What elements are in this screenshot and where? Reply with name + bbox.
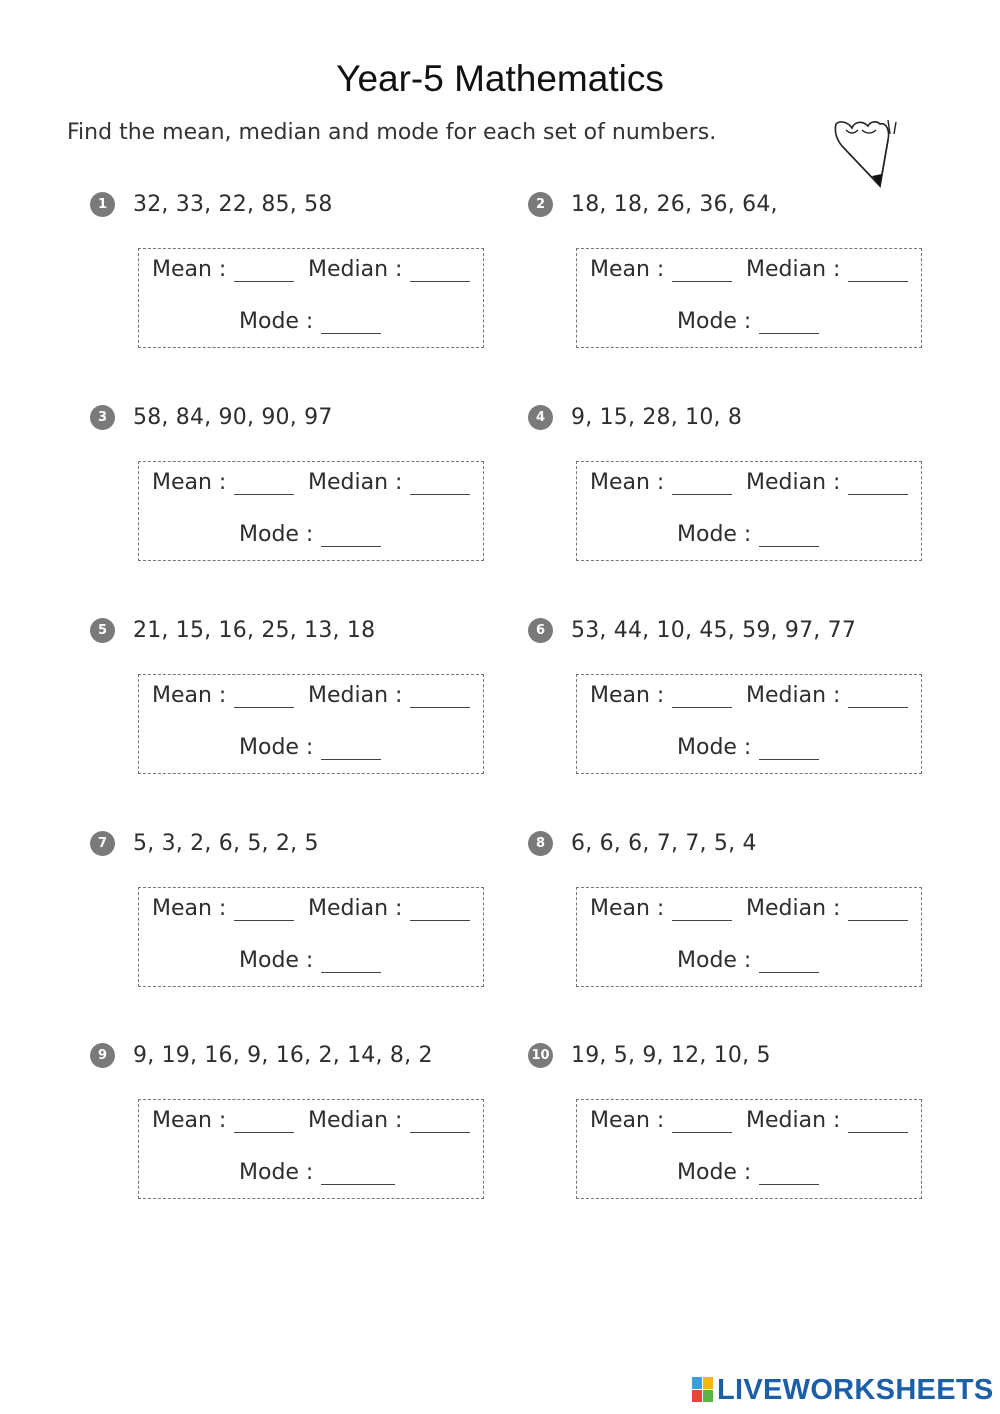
footer-logo xyxy=(692,1372,994,1408)
median-answer xyxy=(308,683,470,708)
answer-box xyxy=(576,248,922,348)
number-set: 53, 44, 10, 45, 59, 97, 77 xyxy=(571,617,857,643)
median-label: Median : xyxy=(308,470,403,495)
mean-blank[interactable] xyxy=(234,474,294,495)
mode-label: Mode : xyxy=(677,522,752,547)
mean-blank[interactable] xyxy=(672,474,732,495)
median-label: Median : xyxy=(308,896,403,921)
mode-answer xyxy=(239,735,381,760)
median-label: Median : xyxy=(746,1108,841,1133)
median-blank[interactable] xyxy=(410,261,470,282)
mean-blank[interactable] xyxy=(234,261,294,282)
answer-box xyxy=(138,461,484,561)
liveworksheets-logo-icon xyxy=(692,1377,714,1403)
mode-answer xyxy=(677,522,819,547)
mode-label: Mode : xyxy=(239,948,314,973)
mode-answer xyxy=(677,948,819,973)
median-answer xyxy=(746,683,908,708)
mode-answer xyxy=(239,309,381,334)
mean-answer xyxy=(590,1108,732,1133)
question-number-badge: 5 xyxy=(90,618,115,643)
median-blank[interactable] xyxy=(848,474,908,495)
answer-box xyxy=(576,674,922,774)
pencil-icon xyxy=(828,112,908,190)
mode-blank[interactable] xyxy=(759,1164,819,1185)
median-answer xyxy=(746,257,908,282)
question-header xyxy=(528,1040,771,1070)
mode-blank[interactable] xyxy=(321,952,381,973)
median-answer xyxy=(746,470,908,495)
median-blank[interactable] xyxy=(410,687,470,708)
question-header xyxy=(90,189,333,219)
median-answer xyxy=(308,896,470,921)
question-number-badge: 3 xyxy=(90,405,115,430)
median-blank[interactable] xyxy=(848,261,908,282)
median-blank[interactable] xyxy=(410,474,470,495)
number-set: 18, 18, 26, 36, 64, xyxy=(571,191,778,217)
mode-label: Mode : xyxy=(239,735,314,760)
median-blank[interactable] xyxy=(410,900,470,921)
mode-blank[interactable] xyxy=(759,952,819,973)
question-number-badge: 7 xyxy=(90,831,115,856)
mode-answer xyxy=(677,735,819,760)
question-header xyxy=(90,402,333,432)
median-answer xyxy=(746,1108,908,1133)
mean-label: Mean : xyxy=(152,257,227,282)
number-set: 58, 84, 90, 90, 97 xyxy=(133,404,333,430)
mean-answer xyxy=(152,683,294,708)
mode-blank[interactable] xyxy=(759,313,819,334)
question-header xyxy=(90,615,375,645)
question-header xyxy=(528,828,757,858)
mean-blank[interactable] xyxy=(672,687,732,708)
question-header xyxy=(528,402,742,432)
logo-text: LIVEWORKSHEETS xyxy=(717,1373,994,1406)
mean-answer xyxy=(152,470,294,495)
answer-box xyxy=(576,461,922,561)
mode-blank[interactable] xyxy=(759,739,819,760)
mean-answer xyxy=(590,896,732,921)
problem-4 xyxy=(528,402,968,602)
question-number-badge: 4 xyxy=(528,405,553,430)
median-label: Median : xyxy=(308,1108,403,1133)
number-set: 5, 3, 2, 6, 5, 2, 5 xyxy=(133,830,319,856)
median-answer xyxy=(746,896,908,921)
mean-answer xyxy=(590,683,732,708)
median-label: Median : xyxy=(746,683,841,708)
problem-9 xyxy=(90,1040,530,1240)
mode-answer xyxy=(239,1160,395,1185)
mean-answer xyxy=(152,1108,294,1133)
problem-3 xyxy=(90,402,530,602)
mean-label: Mean : xyxy=(152,896,227,921)
mode-label: Mode : xyxy=(239,1160,314,1185)
mode-blank[interactable] xyxy=(321,526,381,547)
median-blank[interactable] xyxy=(410,1112,470,1133)
median-answer xyxy=(308,257,470,282)
number-set: 19, 5, 9, 12, 10, 5 xyxy=(571,1042,771,1068)
median-blank[interactable] xyxy=(848,687,908,708)
mean-label: Mean : xyxy=(152,1108,227,1133)
question-number-badge: 8 xyxy=(528,831,553,856)
median-label: Median : xyxy=(308,683,403,708)
question-number-badge: 2 xyxy=(528,192,553,217)
mode-blank[interactable] xyxy=(321,739,381,760)
answer-box xyxy=(576,1099,922,1199)
median-label: Median : xyxy=(746,257,841,282)
problem-1 xyxy=(90,189,530,389)
median-blank[interactable] xyxy=(848,900,908,921)
page-title: Year-5 Mathematics xyxy=(336,58,664,99)
mode-blank[interactable] xyxy=(759,526,819,547)
median-answer xyxy=(308,1108,470,1133)
mean-blank[interactable] xyxy=(672,1112,732,1133)
question-number-badge: 6 xyxy=(528,618,553,643)
mode-label: Mode : xyxy=(677,948,752,973)
mode-answer xyxy=(239,948,381,973)
mean-label: Mean : xyxy=(152,470,227,495)
median-label: Median : xyxy=(746,896,841,921)
answer-box xyxy=(138,887,484,987)
problem-8 xyxy=(528,828,968,1028)
answer-box xyxy=(138,1099,484,1199)
mean-blank[interactable] xyxy=(234,1112,294,1133)
mean-label: Mean : xyxy=(590,683,665,708)
number-set: 32, 33, 22, 85, 58 xyxy=(133,191,333,217)
problem-6 xyxy=(528,615,968,815)
mean-blank[interactable] xyxy=(672,261,732,282)
question-number-badge: 10 xyxy=(528,1043,553,1068)
answer-box xyxy=(138,674,484,774)
problem-10 xyxy=(528,1040,968,1240)
mode-answer xyxy=(677,1160,819,1185)
mean-label: Mean : xyxy=(590,896,665,921)
mean-blank[interactable] xyxy=(234,687,294,708)
mode-label: Mode : xyxy=(677,735,752,760)
median-answer xyxy=(308,470,470,495)
question-header xyxy=(528,615,856,645)
mode-label: Mode : xyxy=(239,309,314,334)
answer-box xyxy=(576,887,922,987)
mean-blank[interactable] xyxy=(234,900,294,921)
number-set: 9, 15, 28, 10, 8 xyxy=(571,404,743,430)
mode-blank[interactable] xyxy=(321,1164,395,1185)
median-blank[interactable] xyxy=(848,1112,908,1133)
number-set: 9, 19, 16, 9, 16, 2, 14, 8, 2 xyxy=(133,1042,433,1068)
mean-answer xyxy=(590,257,732,282)
number-set: 21, 15, 16, 25, 13, 18 xyxy=(133,617,376,643)
question-header xyxy=(90,828,319,858)
mean-label: Mean : xyxy=(590,257,665,282)
problem-7 xyxy=(90,828,530,1028)
question-header xyxy=(90,1040,433,1070)
mode-label: Mode : xyxy=(677,309,752,334)
mean-label: Mean : xyxy=(590,470,665,495)
answer-box xyxy=(138,248,484,348)
median-label: Median : xyxy=(746,470,841,495)
question-number-badge: 1 xyxy=(90,192,115,217)
mode-answer xyxy=(239,522,381,547)
instructions: Find the mean, median and mode for each set of numbers. xyxy=(67,120,717,145)
mean-answer xyxy=(152,257,294,282)
question-number-badge: 9 xyxy=(90,1043,115,1068)
mean-label: Mean : xyxy=(152,683,227,708)
mode-answer xyxy=(677,309,819,334)
median-label: Median : xyxy=(308,257,403,282)
mean-blank[interactable] xyxy=(672,900,732,921)
mean-answer xyxy=(152,896,294,921)
mode-label: Mode : xyxy=(677,1160,752,1185)
mode-label: Mode : xyxy=(239,522,314,547)
problem-2 xyxy=(528,189,968,389)
mode-blank[interactable] xyxy=(321,313,381,334)
problem-5 xyxy=(90,615,530,815)
mean-label: Mean : xyxy=(590,1108,665,1133)
mean-answer xyxy=(590,470,732,495)
number-set: 6, 6, 6, 7, 7, 5, 4 xyxy=(571,830,757,856)
question-header xyxy=(528,189,778,219)
